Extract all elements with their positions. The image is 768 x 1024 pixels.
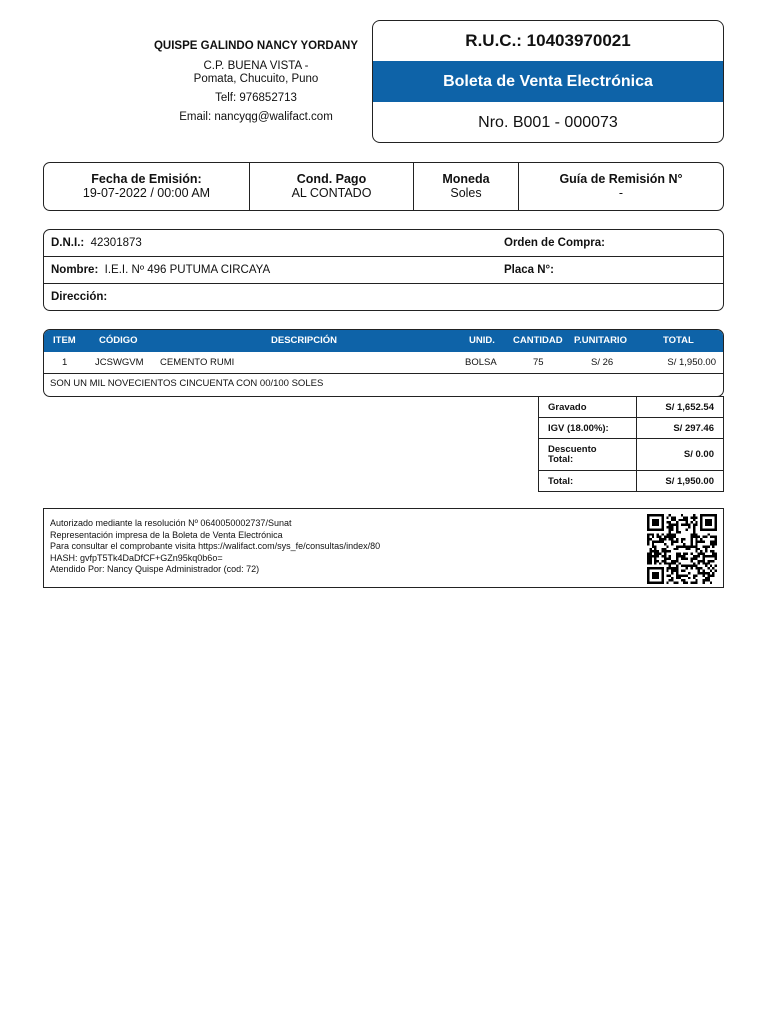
- footer-representation: Representación impresa de la Boleta de Venta Electrónica: [50, 529, 283, 540]
- issuer-email: Email: nancyqg@walifact.com: [179, 111, 333, 123]
- footer-attended-by: Atendido Por: Nancy Quispe Administrador (cod: 72): [50, 564, 260, 575]
- amount-in-words: SON UN MIL NOVECIENTOS CINCUENTA CON 00/100 SOLES: [50, 378, 324, 389]
- footer-consult-link: Para consultar el comprobante visita https://walifact.com/sys_fe/consultas/index/80: [50, 541, 381, 552]
- descuento-label: [539, 439, 637, 470]
- totals-row-gravado: [539, 396, 723, 417]
- footer-box: [43, 508, 724, 588]
- row-item: 1: [62, 357, 68, 368]
- row-punitario: S/ 26: [591, 357, 614, 368]
- fecha-label: Fecha de Emisión:: [91, 172, 202, 186]
- row-total: S/ 1,950.00: [667, 357, 716, 368]
- descuento-value: S/ 0.00: [683, 449, 714, 460]
- moneda-cell: [414, 163, 519, 210]
- totals-row-igv: [539, 417, 723, 438]
- client-info-box: [43, 229, 724, 311]
- header-unid: UNID.: [469, 335, 495, 346]
- row-unid: BOLSA: [465, 357, 497, 368]
- guia-label: Guía de Remisión N°: [559, 172, 683, 186]
- header-item: ITEM: [53, 335, 76, 346]
- moneda-value: Soles: [450, 186, 482, 200]
- emission-info-box: [43, 162, 724, 211]
- igv-label: IGV (18.00%):: [539, 418, 637, 438]
- header-codigo: CÓDIGO: [99, 335, 138, 346]
- totals-table: [538, 396, 724, 492]
- moneda-label: Moneda: [442, 172, 490, 186]
- cond-pago-cell: [250, 163, 414, 210]
- placa-label: Placa N°:: [504, 264, 554, 276]
- dni-label: D.N.I.:: [51, 237, 85, 249]
- row-descripcion: CEMENTO RUMI: [160, 357, 235, 368]
- total-value: S/ 1,950.00: [665, 476, 714, 487]
- cond-pago-value: AL CONTADO: [291, 186, 372, 200]
- issuer-name: QUISPE GALINDO NANCY YORDANY: [153, 40, 359, 52]
- items-table-header: [44, 330, 723, 352]
- table-row: [44, 352, 723, 374]
- client-row-direccion: [44, 284, 723, 311]
- document-header-box: [372, 20, 724, 143]
- row-codigo: JCSWGVM: [95, 357, 144, 368]
- items-table: [43, 329, 724, 397]
- issuer-phone: Telf: 976852713: [215, 92, 297, 104]
- client-row-nombre: [44, 257, 723, 284]
- header-total: TOTAL: [663, 335, 694, 346]
- cond-pago-label: Cond. Pago: [296, 172, 367, 186]
- descuento-label-line2: Total:: [548, 453, 574, 465]
- document-number: Nro. B001 - 000073: [478, 114, 618, 131]
- igv-value: S/ 297.46: [673, 422, 714, 434]
- nombre-label: Nombre:: [51, 264, 99, 276]
- dni-value: 42301873: [90, 237, 142, 249]
- header-punitario: P.UNITARIO: [574, 335, 627, 346]
- nombre-value: I.E.I. Nº 496 PUTUMA CIRCAYA: [104, 264, 271, 276]
- direccion-label: Dirección:: [51, 291, 108, 303]
- header-cantidad: CANTIDAD: [513, 335, 563, 346]
- row-cantidad: 75: [533, 357, 544, 368]
- issuer-block: [146, 40, 366, 124]
- guia-value: -: [618, 186, 624, 200]
- ruc-number: R.U.C.: 10403970021: [465, 31, 631, 50]
- gravado-label: Gravado: [539, 397, 637, 417]
- totals-row-total: [539, 470, 723, 492]
- issuer-address-line2: Pomata, Chucuito, Puno: [193, 73, 319, 85]
- guia-cell: [519, 163, 723, 210]
- total-label: Total:: [539, 471, 637, 492]
- issuer-address-line1: C.P. BUENA VISTA -: [203, 60, 309, 72]
- descuento-label-line1: Descuento: [548, 443, 597, 455]
- qr-code-icon: [647, 514, 717, 584]
- orden-compra-label: Orden de Compra:: [504, 237, 605, 249]
- footer-text: [50, 518, 380, 576]
- fecha-cell: [44, 163, 250, 210]
- totals-row-descuento: [539, 438, 723, 470]
- footer-resolution: Autorizado mediante la resolución Nº 0640050002737/Sunat: [50, 518, 292, 528]
- document-type: Boleta de Venta Electrónica: [373, 61, 723, 102]
- client-row-dni: [44, 230, 723, 257]
- gravado-value: S/ 1,652.54: [665, 401, 714, 413]
- footer-hash: HASH: gvfpT5Tk4DaDfCF+GZn95kq0b6o=: [50, 552, 223, 563]
- fecha-value: 19-07-2022 / 00:00 AM: [82, 186, 211, 200]
- header-descripcion: DESCRIPCIÓN: [271, 335, 337, 346]
